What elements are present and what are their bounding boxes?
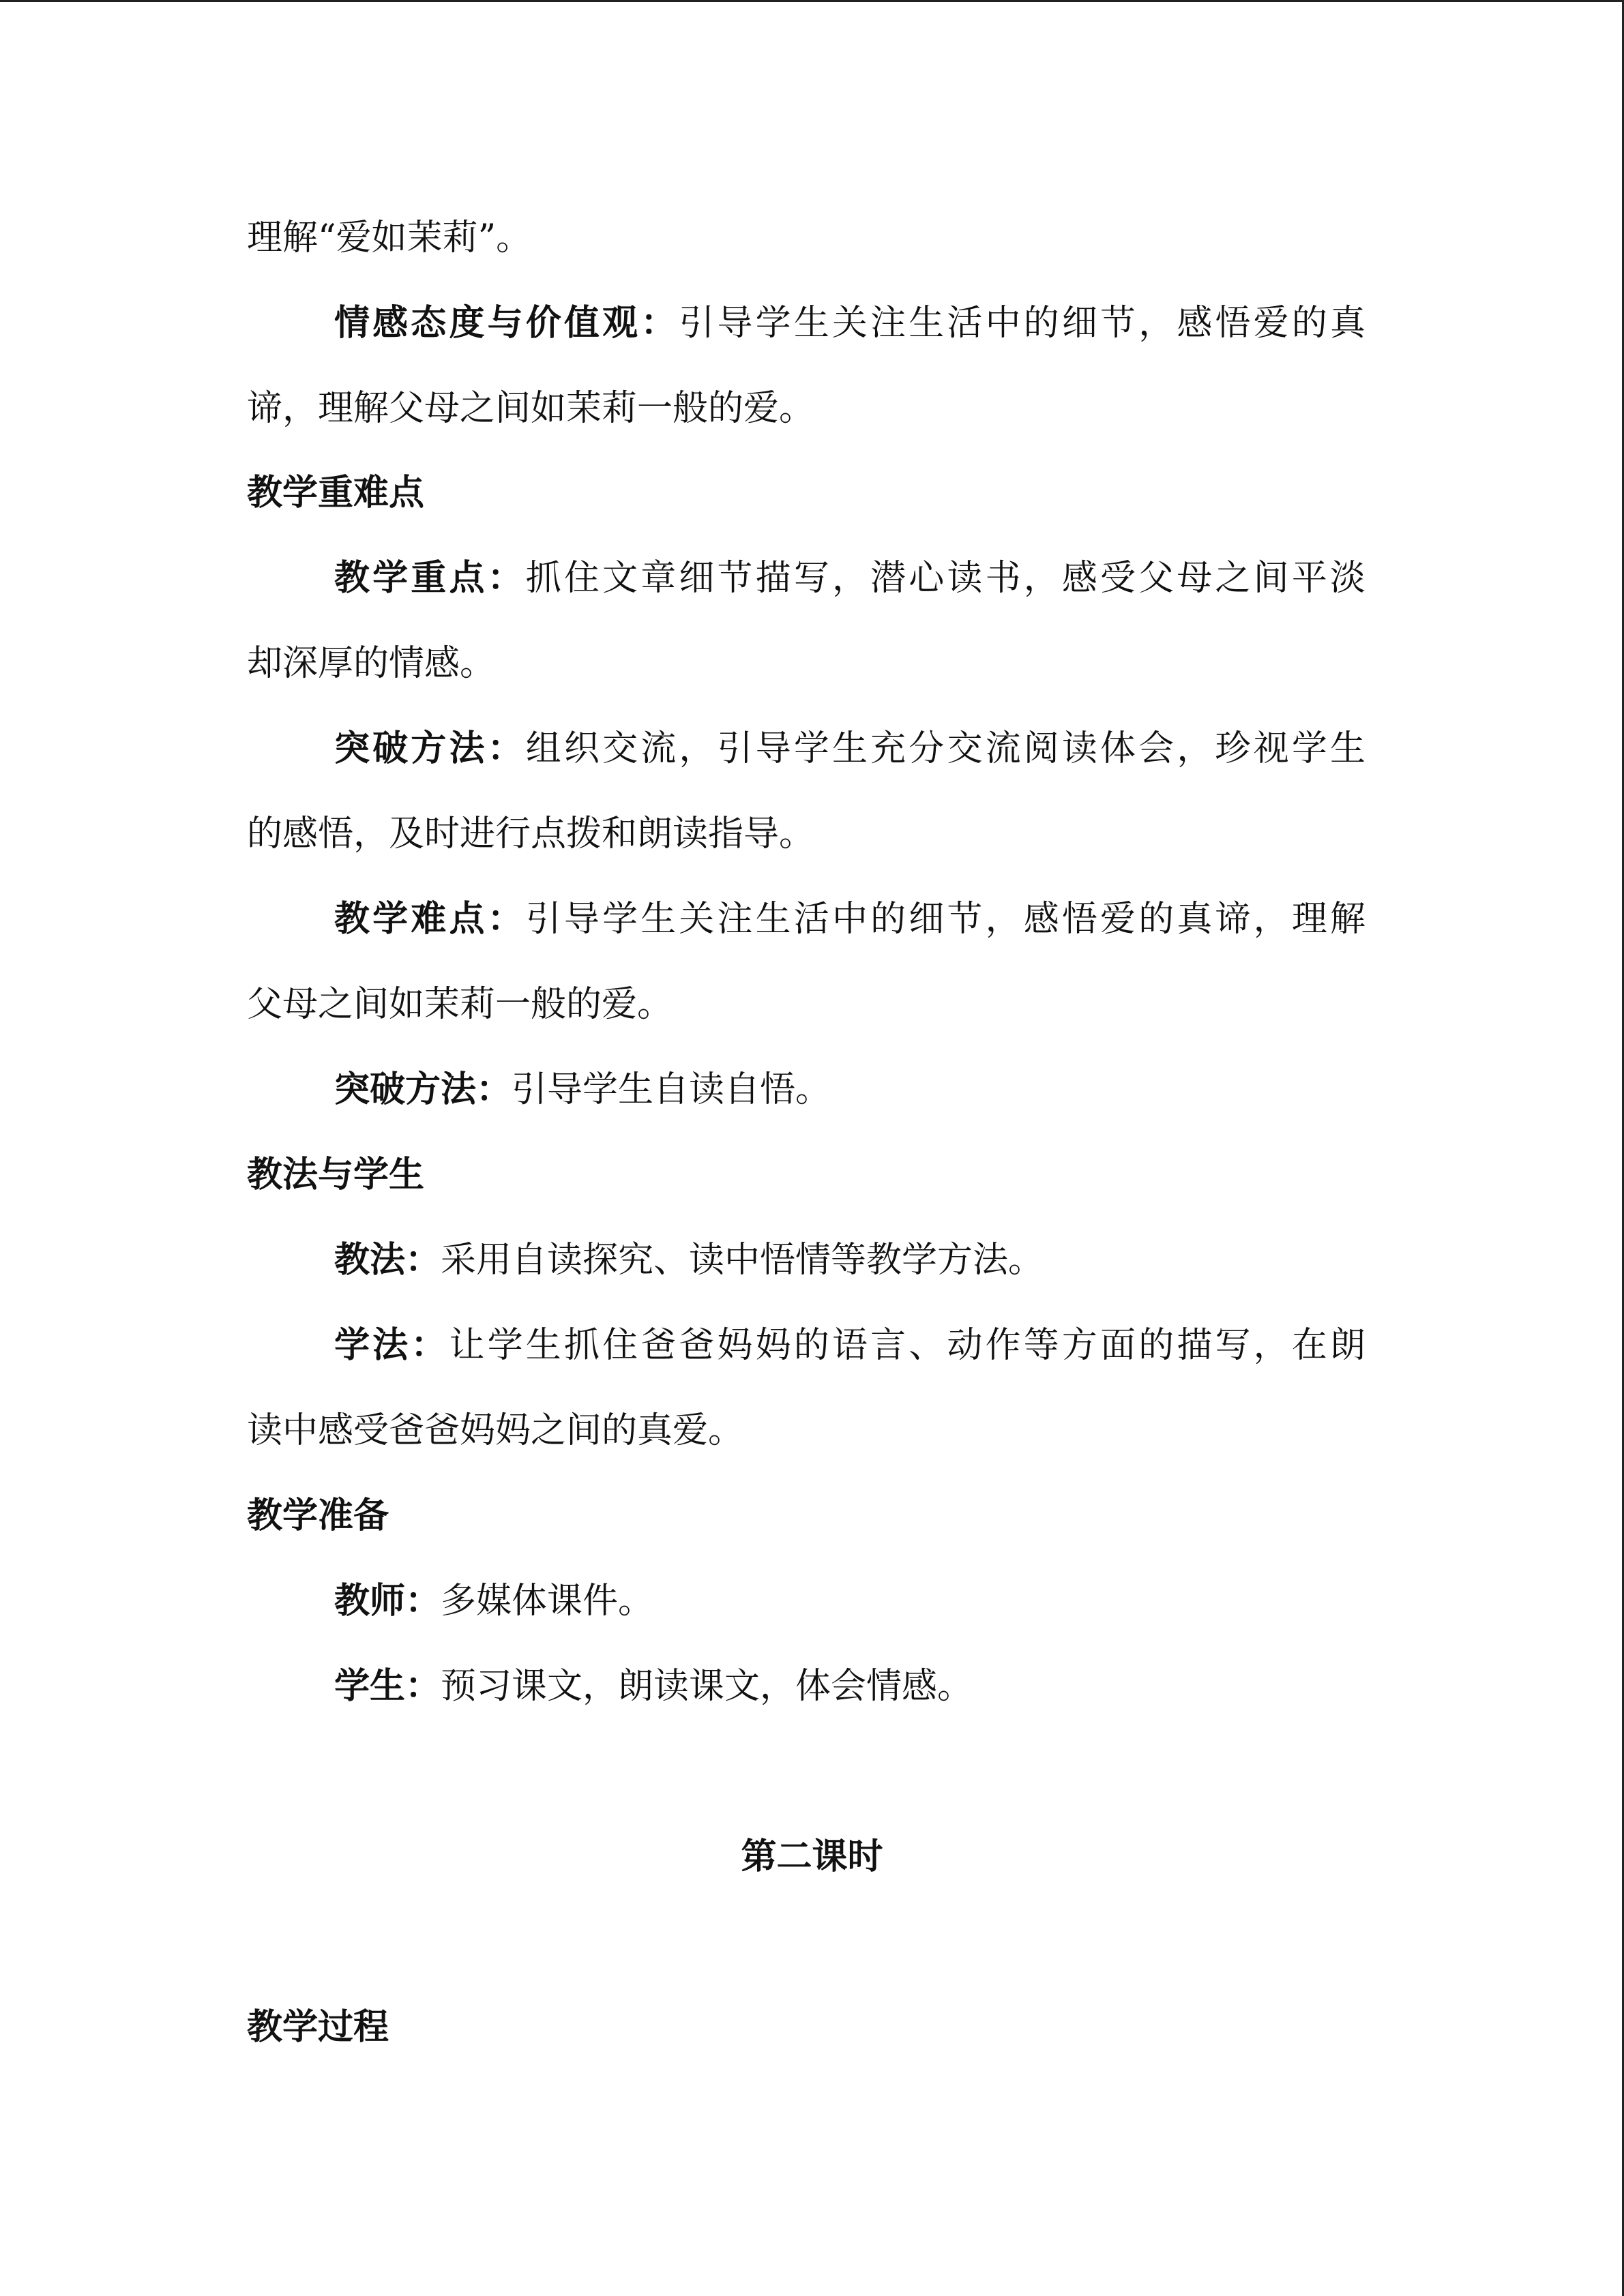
paragraph-text: 谛，理解父母之间如茉莉一般的爱。: [247, 388, 815, 429]
text-line: [334, 1322, 1365, 1369]
text-line: [247, 1407, 743, 1455]
paragraph-text: 抓住文章细节描写，潜心读书，感受父母之间平淡: [525, 558, 1365, 599]
section-heading: 教法与学生: [247, 1154, 425, 1195]
text-line: [334, 725, 1365, 773]
paragraph-text: 引导学生关注生活中的细节，感悟爱的真: [679, 303, 1365, 344]
text-line: [247, 810, 814, 858]
text-line: [334, 1236, 1044, 1284]
paragraph-text: 父母之间如茉莉一般的爱。: [247, 984, 673, 1025]
text-line: [334, 554, 1365, 602]
text-line: [247, 981, 673, 1028]
paragraph-text: 多媒体课件。: [441, 1581, 654, 1622]
section-label: 突破方法：: [334, 728, 526, 769]
section-label: 教师：: [334, 1580, 441, 1622]
paragraph-text: 预习课文，朗读课文，体会情感。: [441, 1666, 973, 1707]
paragraph-text: 读中感受爸爸妈妈之间的真爱。: [247, 1410, 744, 1451]
paragraph-text: 却深厚的情感。: [247, 643, 496, 684]
section-heading: 教学过程: [247, 2006, 389, 2048]
section-heading: 教学准备: [247, 1495, 389, 1536]
lesson-title: 第二课时: [741, 1836, 883, 1877]
text-line: [334, 1066, 831, 1114]
page-top-border: [0, 0, 1624, 2]
section-label: 突破方法：: [334, 1069, 512, 1110]
text-line: [334, 1663, 973, 1710]
paragraph-text: 的感悟，及时进行点拨和朗读指导。: [247, 814, 815, 854]
section-label: 教法：: [334, 1239, 441, 1281]
section-label: 情感态度与价值观：: [334, 302, 679, 344]
text-line: [247, 214, 531, 262]
text-line: [247, 640, 495, 687]
paragraph-text: 采用自读探究、读中悟情等教学方法。: [441, 1240, 1044, 1281]
section-label: 教学重点：: [334, 557, 526, 599]
paragraph-text: 组织交流，引导学生充分交流阅读体会，珍视学生: [525, 728, 1365, 769]
section-label: 学生：: [334, 1665, 441, 1707]
paragraph-text: 引导学生关注生活中的细节，感悟爱的真谛，理解: [525, 899, 1365, 940]
text-line: [334, 1577, 653, 1625]
text-line: [247, 385, 814, 432]
section-heading: 教学重难点: [247, 472, 425, 513]
section-label: 学法：: [334, 1324, 449, 1366]
paragraph-text: 理解“爱如茉莉”。: [247, 218, 532, 258]
paragraph-text: 引导学生自读自悟。: [512, 1069, 831, 1110]
paragraph-text: 让学生抓住爸爸妈妈的语言、动作等方面的描写，在朗: [449, 1325, 1365, 1366]
section-label: 教学难点：: [334, 898, 526, 940]
text-line: [334, 895, 1365, 943]
text-line: [334, 299, 1365, 347]
